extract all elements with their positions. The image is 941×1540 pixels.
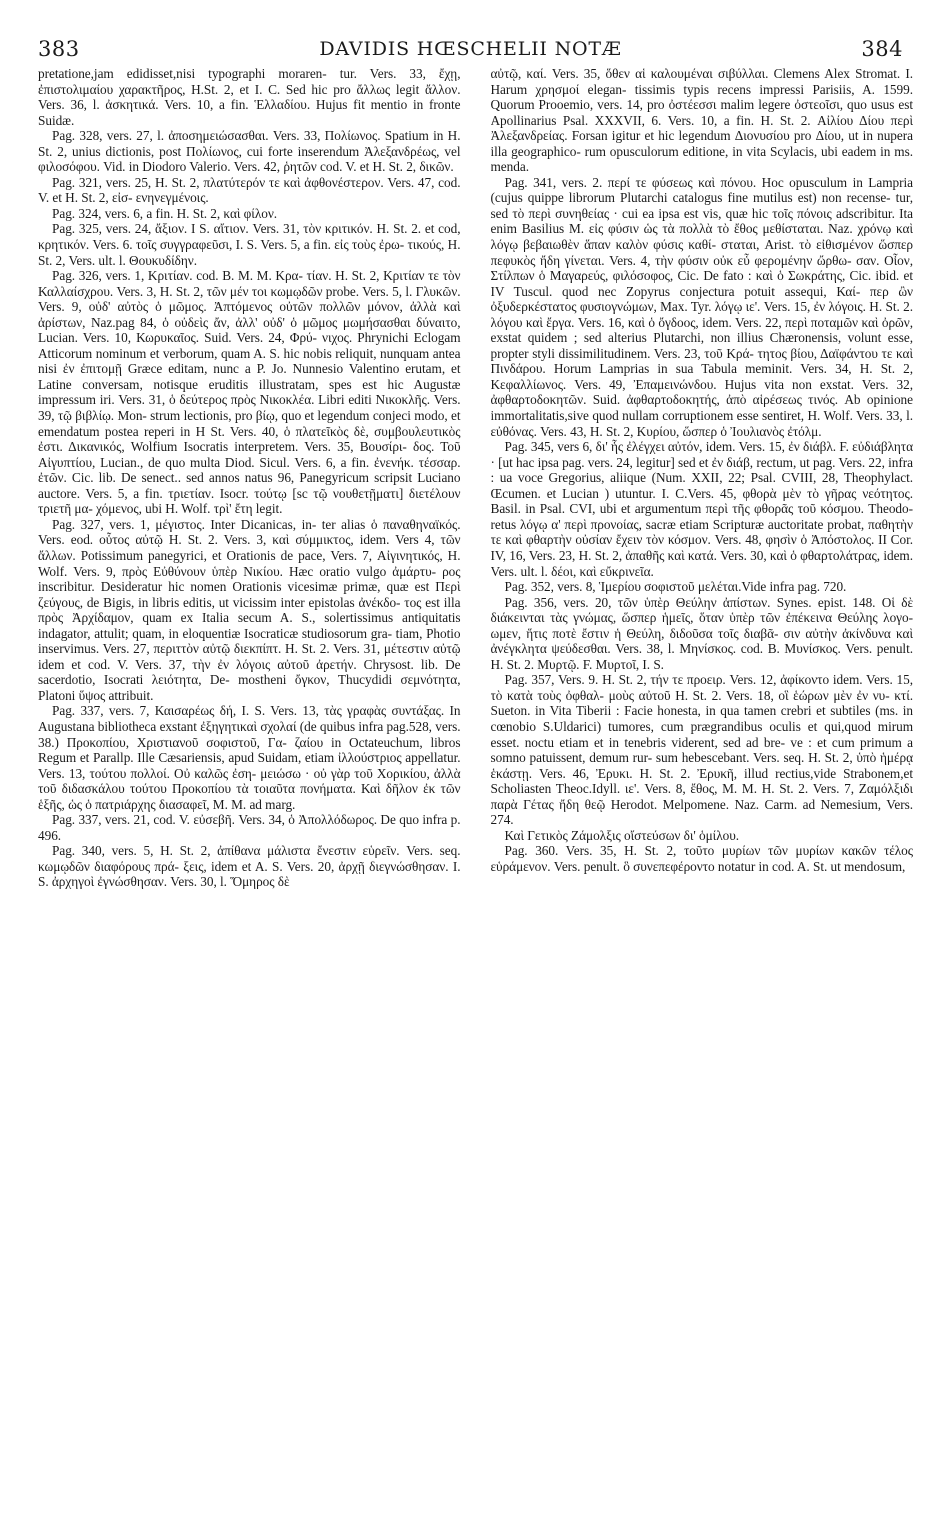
note-paragraph: Pag. 328, vers. 27, l. ἀποσημειώσασθαι. Vers. 33, Πολίωνος. Spatium in H. St. 2, unius dictionis, post Πολίωνος, cui forte inserendum Ἀλεξανδρέως, vel φιλοσόφου. Vid. in Diodoro Valerio. Vers. 42, ῥητῶν cod. V. et H. St. 2, δικῶν. (38, 128, 461, 175)
note-paragraph: Pag. 345, vers 6, δι' ἧς ἐλέγχει αὐτόν, idem. Vers. 15, ἐν διάβλ. F. εὐδιάβλητα · [ut hac ipsa pag. vers. 24, legitur] sed et ἐν διάβ, rectum, ut pag. Vers. 22, infra : ua voce Gregorius, aliique (Num. XXII, 22; Psal. CVIII, 28, Theophylact. Œcumen. et Lucian ) utuntur. I. C.Vers. 45, φθορὰ μὲν τὸ γῆρας νεότητος. Basil. in Psal. CVI, ubi et argumentum περὶ τῆς φθορᾶς τοῦ κόσμου. Theodo- retus λόγῳ α' περὶ προνοίας, sacræ etiam Scripturæ auctoritate probat, παθητὴν τε καὶ φθαρτὴν οὐσίαν ἔχειν τὸν κόσμον. Vers. 48, φησὶν ὁ Ἀπόστολος. II Cor. IV, 16, Vers. 23, H. St. 2, ἀπαθῆς καὶ κατά. Vers. 30, καὶ ὁ φθαρτολάτρας, idem. Vers. ult. l. δέοι, καὶ εὔκρινεῖα. (490, 439, 913, 579)
text-columns (38, 66, 913, 1530)
note-paragraph: pretatione,jam edidisset,nisi typographi moraren- tur. Vers. 33, ἔχῃ, ἐπιστολιμαίου χαρακτῆρος, H.St. 2, et I. C. Sed hic pro ἄλλως legit ἄλλον. Vers. 36, l. ἀσκητικά. Vers. 10, a fin. Ἑλλαδίου. Hujus fit mentio in fronte Suidæ. (38, 66, 461, 128)
running-title: DAVIDIS HŒSCHELII NOTÆ (319, 38, 622, 60)
note-paragraph: Pag. 337, vers. 7, Καισαρέως δή, I. S. Vers. 13, τὰς γραφὰς συντάξας. In Augustana bibliotheca exstant ἐξηγητικαὶ σχολαί (de quibus infra pag.528, vers. 38.) Προκοπίου, Χριστιανοῦ σοφιστοῦ, Γα- ζαίου in Octateuchum, libros Regum et Parallp. Ille Cæsariensis, apud Suidam, etiam ἰλλούστριος appellatur. Vers. 13, τούτου πολλοί. Οὐ καλῶς ἐση- μειώσω · οὐ γὰρ τοῦ Χορικίου, ἀλλὰ τοῦ διδασκάλου τούτου Προκοπίου τὰ τοιαῦτα πονήματα. Καὶ δῆλον ἐκ τῶν ἑξῆς, ὡς ὁ πατριάρχης διασαφεῖ, M. M. ad marg. (38, 703, 461, 812)
note-paragraph: Pag. 321, vers. 25, H. St. 2, πλατύτερόν τε καὶ ἀφθονέστερον. Vers. 47, cod. V. et H. St. 2, εἰσ- ενηνεγμένοις. (38, 174, 461, 206)
left-column (38, 66, 461, 1530)
note-paragraph: Pag. 324, vers. 6, a fin. H. St. 2, καὶ φίλον. (52, 205, 278, 221)
note-paragraph: Pag. 325, vers. 24, ἄξιον. I S. αἴτιον. Vers. 31, τὸν κριτικόν. H. St. 2. et cod, κρητικόν. Vers. 6. τοῖς συγγραφεῦσι, I. S. Vers. 5, a fin. εἰς τοὺς ἐρω- τικούς, H. St. 2, Vers. ult. l. Θουκυδίδην. (38, 221, 461, 268)
note-paragraph: Pag. 340, vers. 5, H. St. 2, ἀπίθανα μάλιστα ἔνεστιν εὑρεῖν. Vers. seq. κωμῳδῶν διαφόρους πρά- ξεις, idem et A. S. Vers. 20, ἀρχῇ διεγνώσθησαν. I. S. ἀρχηγοὶ ἐγνώσθησαν. Vers. 30, l. Ὅμηρος δὲ (38, 843, 461, 890)
note-paragraph: Pag. 360. Vers. 35, H. St. 2, τοῦτο μυρίων τῶν μυρίων κακῶν τέλος εὑράμενον. Vers. penult. ὃ συνεπεφέροντο notatur in cod. A. St. ut mendosum, (490, 843, 913, 874)
verse-quotation: Καὶ Γετικὸς Ζάμολξις οἴστεύσων δι' ὁμίλου. (504, 827, 739, 843)
note-paragraph: αὐτῷ, καί. Vers. 35, ὅθεν αἱ καλουμέναι σιβύλλαι. Clemens Alex Stromat. I. Harum χρησμοί elegan- tissimis typis recens impressi Parisiis, A. 1599. Quorum Prooemio, vers. 14, pro ὀστέεσσι malim legere ὀστεοῖσι, quo usus est Apollinarius Psal. XXXVII, 6. Vers. 10, a fin. H. St. 2. Αἰλίου Δίου περὶ Ἀλεξανδρείας. Forsan igitur et hic legendum Διονυσίου pro Δίου, ut in nupera illa geographico- rum opusculorum editione, in vita Scylacis, ubi eadem in ms. menda. (490, 66, 913, 175)
note-paragraph: Pag. 352, vers. 8, Ἱμερίου σοφιστοῦ μελέται.Vide infra pag. 720. (504, 579, 847, 595)
page-header (38, 34, 903, 64)
page-number-left: 383 (38, 37, 80, 61)
note-paragraph: Pag. 327, vers. 1, μέγιστος. Inter Dicanicas, in- ter alias ὁ παναθηναϊκός. Vers. eod. οὗτος αὐτῷ H. St. 2. Vers. 3, καὶ σύμμικτος, idem. Vers 4, τῶν ἄλλων. Potissimum panegyrici, et Orationis de pace, Vers. 7, Αἰγινητικός, H. Wolf. Vers. 9, πρὸς Εὐθύνουν ὑπὲρ Νικίου. Hæc oratio vulgo ἀμάρτυ- ρος inscribitur. Desideratur hic nomen Orationis vicesimæ primæ, quæ est Περὶ ζεύγους, de Bigis, in libris editis, ut vicissim inter epistolas ἀνέκδο- τος est illa πρὸς Ἀρχίδαμον, quam ex Italia secum A. S., solertissimus antiquitatis indagator, attulit; quam, in eloquentiæ Isocraticæ studiosorum gra- tiam, Photio inservimus. Vers. 27, περιττὸν αὐτῷ διεκπίπτ. H. St. 2. Vers. 31, μέτεστιν αὐτῷ idem et cod. V. Vers. 37, τὴν ἐν λόγοις αὐτοῦ ἀρετήν. Chrysost. lib. De sacerdotio, Isocrati λειότητα, De- mostheni ὄγκον, Thucydidi σεμνότητα, Platoni ὕψος attribuit. (38, 516, 461, 703)
note-paragraph: Pag. 356, vers. 20, τῶν ὑπὲρ Θεύλην ἀπίστων. Synes. epist. 148. Οἱ δὲ διάκεινται τὰς γνώμας, ὥσπερ ἡμεῖς, ὅταν ὑπὲρ τῶν ἐπέκεινα Θεύλης λογο- ωμεν, ἥτις ποτὲ ἔστιν ἡ Θεύλη, διδοῦσα τοῖς διαβᾶ- σιν αὐτὴν ἀκίνδυνα καὶ ἀνέγκλητα ψεύδεσθαι. Vers. 38, l. Μηνίσκος. cod. B. Μυνίσκος. Vers. penult. H. St. 2. Μυρτῷ. F. Μυρτοῖ, I. S. (490, 594, 913, 672)
note-paragraph: Pag. 326, vers. 1, Κριτίαν. cod. B. M. M. Κρα- τίαν. H. St. 2, Κριτίαν τε τὸν Καλλαίσχρου. Vers. 3, H. St. 2, τῶν μέν τοι κωμῳδῶν probe. Vers. 5, l. Γλυκῶν. Vers. 9, οὐδ' αὐτὸς ὁ μῶμος. Ἀπτόμενος οὐτῶν πολλῶν μόνον, ἀλλὰ καὶ ἀρίστων, Naz.pag 84, ὁ οὐδεὶς ἄν, ἀλλ' οὐδ' ὁ μῶμος μωμήσασθαι δύναιτο, Lucian. Vers. 10, Κωρυκαῖος. Suid. Vers. 24, Φρύ- νιχος. Phrynichi Eclogam Atticorum nominum et verborum, quam A. S. hic nobis reliquit, nunquam antea nisi ἐν ἐπιτομῇ Græce editam, nunc a P. Jo. Nunnesio Valentino erutam, et Latine conversam, notisque eruditis illustratam, spes est hic Augustæ impressum iri. Vers. 31, ὁ δεύτερος πρὸς Νικοκλέα. Libri editi Νικοκλῆς. Vers. 39, τῷ βιβλίῳ. Mon- strum lectionis, pro βίῳ, quo et legendum conjeci modo, et emendatum postea reperi in H St. Vers. 40, ὁ πλατεῖκὸς δὲ, συμβουλευτικὸς ἐστι. Δικανικός, Wolfium Isocratis interpretem. Vers. 35, Βουσίρι- δος. Τοῦ Αἰγυπτίου, Lucian., de quo multa Diod. Sicul. Vers. 6, a fin. ἐνενήκ. τέσσαρ. ἐτῶν. Cic. lib. De senect.. sed annos natus 96, Panegyricum scripsit Luciano auctore. Vers. 5, a fin. τριετίαν. Isocr. τούτῳ [sc τῷ νουθετῇματι] διετέλουν τριετῆ μα- χόμενος, ubi H. Wolf. τρὶ' ἔτη legit. (38, 268, 461, 517)
right-column (491, 66, 914, 1530)
note-paragraph: Pag. 337, vers. 21, cod. V. εὐσεβῆ. Vers. 34, ὁ Ἀπολλόδωρος. De quo infra p. 496. (38, 812, 461, 843)
note-paragraph: Pag. 357, Vers. 9. H. St. 2, τήν τε προειρ. Vers. 12, ἀφίκοντο idem. Vers. 15, τὸ κατὰ τοὺς ὀφθαλ- μοὺς αὐτοῦ H. St. 2. Vers. 18, οἳ ἑώρων μὲν ἐν νυ- κτί. Sueton. in Vita Tiberii : Facie honesta, in qua tamen crebri et subtiles (ms. in cœnobio S.Uldarici) tumores, cum prægrandibus oculis et qui,quod mirum esset. noctu etiam et in tenebris viderent, sed ad bre- ve : et cum primum a somno patuissent, demum rur- sum hebescebant. Vers. seq. H. St. 2, ὑπὸ ἡμέρᾳ ἑκάστῃ. Vers. 46, Ἐρυκι. H. St. 2. Ἐρυκῆ, illud rectius,vide Strabonem,et Scholiasten Theoc.Idyll. ιε'. Vers. 8, ἔθος, M. M. H. St. 2. Vers. 7, Ζαμόλξιδι παρὰ Γέτας ἤδη θεῷ Herodot. Melpomene. Naz. Carm. ad Nemesium, Vers. 274. (490, 672, 913, 828)
page-number-right: 384 (861, 37, 903, 61)
note-paragraph: Pag. 341, vers. 2. περί τε φύσεως καὶ πόνου. Hoc opusculum in Lampria (cujus quippe librorum Plutarchi catalogus fine mutilus est) non recense- tur, sed τὸ περὶ συνηθείας · cui ea ipsa est vis, quæ hic τοῖς πόνοις adscribitur. Ita enim Basilius M. εἰς φύσιν ὡς τὰ πολλὰ τὸ ἔθος μεθίσταται. Naz. χρόνῳ καὶ λόγῳ βεβαιωθὲν ἅπαν καλὸν φύσις καθί- σταται, Arist. τὸ εἰθισμένον ὥσπερ πεφυκὸς ἤδη γίνεται. Vers. 4, τὴν φύσιν οὐκ εὖ φερομένην ὤρθω- σαν. Οἷον, Στίλπων ὁ Μαγαρεύς, φιλόσοφος, Cic. De fato : καὶ ὁ Σωκράτης, Cic. ibid. et IV Tuscul. quod nec Zopyrus conjectura potuit assequi, Καί- περ ὢν ὀξυδερκέστατος φυσιογνώμων, Max. Tyr. λόγῳ ιε'. Vers. 15, ἐν λόγοις. H. St. 2. λόγου καὶ ἔργα. Vers. 16, καὶ ὁ ὄγδοος, idem. Vers. 22, περὶ ποταμῶν καὶ ὀρῶν, exstat quidem ; sed alterius Plutarchi, non illius Chæronensis, volunt esse, propter styli dissimilitudinem. Vers. 23, τοῦ Κρά- τητος βίου, Δαϊφάντου τε καὶ Πινδάρου. Horum Lamprias in sua Tabula meminit. Vers. 34, H. St. 2, Κεφαλλίωνος. Vers. 49, Ἐπαμεινώνδου. Hujus vita non exstat. Vers. 32, ἀφθαρτοδοκητῶν. Suid. ἀφθαρτοδοκητής, ἀπὸ αἱρέσεως τινός. Ab opinione immortalitatis,sive quod nullam corruptionem esse sentiret, H. Wolf. Vers. 33, l. εὐθόνας. Vers. 43, H. St. 2, Κυρίου, ὥσπερ ὁ Ἰουλιανὸς ἐτόλμ. (490, 174, 913, 439)
